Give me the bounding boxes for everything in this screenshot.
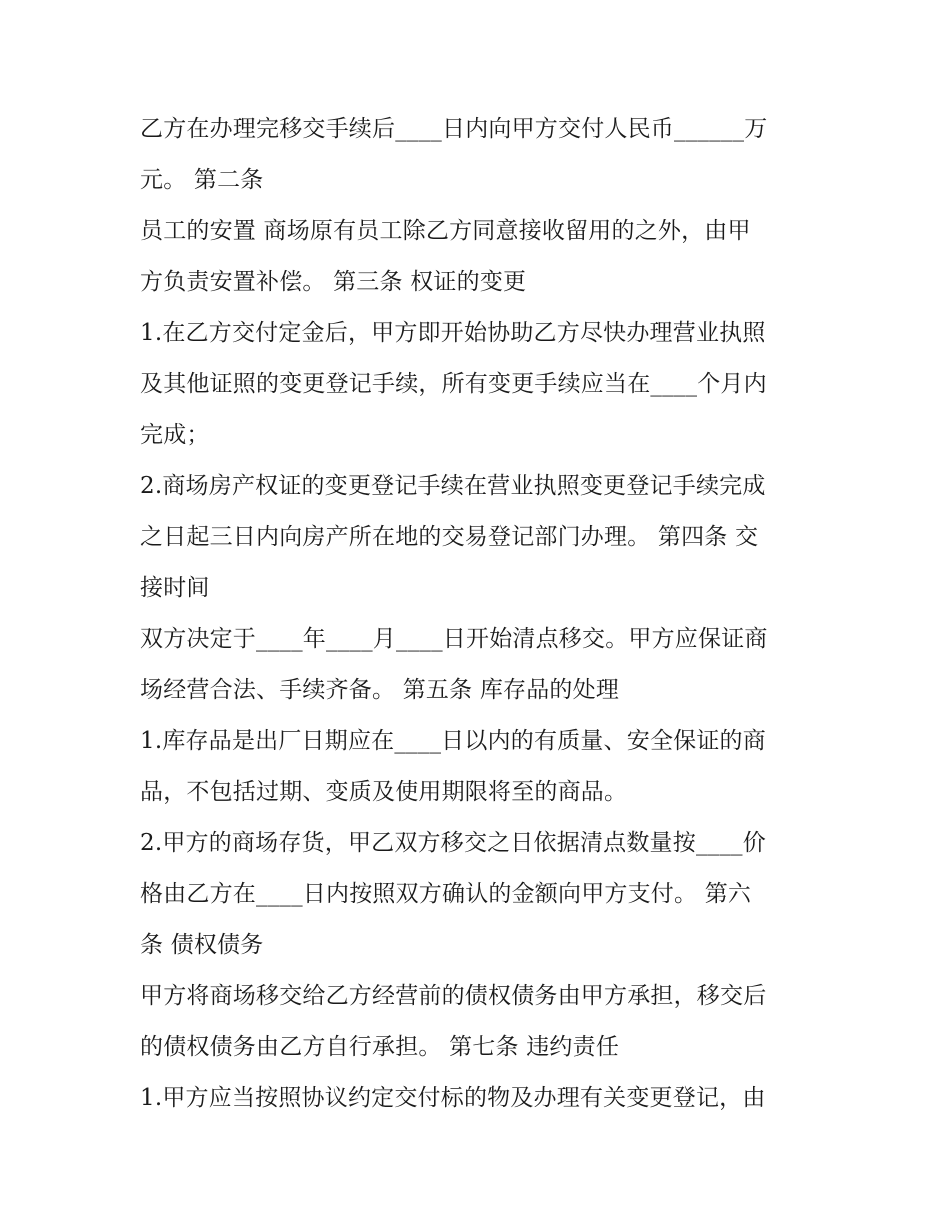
document-body	[140, 104, 812, 1124]
text-line: 格由乙方在____日内按照双方确认的金额向甲方支付。 第六	[140, 881, 752, 907]
text-line: 员工的安置 商场原有员工除乙方同意接收留用的之外，由甲	[140, 218, 751, 244]
text-line: 2.商场房产权证的变更登记手续在营业执照变更登记手续完成	[140, 473, 766, 499]
text-line: 1.甲方应当按照协议约定交付标的物及办理有关变更登记，由	[140, 1085, 766, 1111]
text-line: 完成；	[140, 422, 210, 448]
text-line: 的债权债务由乙方自行承担。 第七条 违约责任	[140, 1034, 620, 1060]
text-line: 接时间	[140, 575, 210, 601]
text-line: 1.库存品是出厂日期应在____日以内的有质量、安全保证的商	[140, 728, 766, 754]
text-line: 1.在乙方交付定金后，甲方即开始协助乙方尽快办理营业执照	[140, 320, 766, 346]
text-line: 之日起三日内向房产所在地的交易登记部门办理。 第四条 交	[140, 524, 759, 550]
text-line: 甲方将商场移交给乙方经营前的债权债务由甲方承担，移交后	[140, 983, 767, 1009]
text-line: 元。 第二条	[140, 167, 264, 193]
text-line: 2.甲方的商场存货，甲乙双方移交之日依据清点数量按____价	[140, 830, 766, 856]
text-line: 条 债权债务	[140, 932, 264, 958]
text-line: 及其他证照的变更登记手续，所有变更手续应当在____个月内	[140, 371, 767, 397]
text-line: 品，不包括过期、变质及使用期限将至的商品。	[140, 779, 628, 805]
text-line: 方负责安置补偿。 第三条 权证的变更	[140, 269, 527, 295]
text-line: 场经营合法、手续齐备。 第五条 库存品的处理	[140, 677, 620, 703]
text-line: 乙方在办理完移交手续后____日内向甲方交付人民币______万	[140, 116, 768, 142]
text-line: 双方决定于____年____月____日开始清点移交。甲方应保证商	[140, 626, 768, 652]
